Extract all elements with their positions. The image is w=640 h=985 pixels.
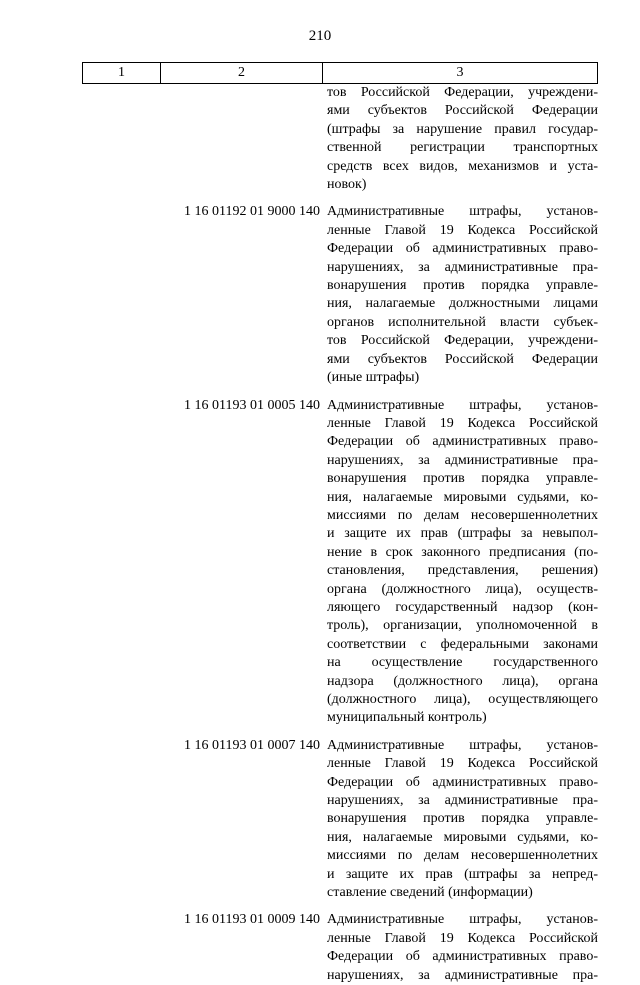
description-line: ния, налагаемые мировыми судьями, ко-: [327, 489, 598, 505]
description-line: нарушениях, за административные пра-: [327, 452, 598, 468]
description-line: нение в срок законного предписания (по-: [327, 544, 598, 560]
description-line: органов исполнительной власти субъек-: [327, 314, 598, 330]
revenue-description: [326, 397, 598, 728]
description-line: ственной регистрации транспортных: [327, 140, 598, 156]
description-line: (должностного лица), осуществляющего: [327, 692, 598, 707]
description-line: и защите их прав (штрафы за невыпол-: [327, 526, 598, 542]
description-line: ленные Главой 19 Кодекса Российской: [327, 930, 598, 946]
description-line: вонарушения против порядка управле-: [327, 811, 598, 827]
description-line: Федерации об административных право-: [327, 434, 598, 450]
description-line: Федерации об административных право-: [327, 774, 598, 790]
table-row: [82, 397, 598, 728]
table-row: [82, 911, 598, 985]
table-row: [82, 203, 598, 387]
description-line: Административные штрафы, установ-: [327, 397, 598, 413]
budget-classification-code: 1 16 01193 01 0009 140: [184, 912, 320, 928]
description-line: ями субъектов Российской Федерации: [327, 103, 598, 119]
description-line: тов Российской Федерации, учреждени-: [327, 333, 598, 349]
description-line: ния, налагаемые мировыми судьями, ко-: [327, 829, 598, 845]
description-line: ленные Главой 19 Кодекса Российской: [327, 415, 598, 431]
column-header-3: 3: [456, 65, 464, 80]
budget-classification-code: [82, 84, 326, 194]
description-line: и защите их прав (штрафы за непред-: [327, 866, 598, 882]
description-line: Федерации об административных право-: [327, 949, 598, 965]
table-row: [82, 84, 598, 194]
table-header-row: [82, 62, 598, 84]
description-line: (штрафы за нарушение правил государ-: [327, 121, 598, 137]
description-line: ями субъектов Российской Федерации: [327, 351, 598, 367]
revenue-description: [326, 84, 598, 194]
revenue-description: [326, 203, 598, 387]
description-line: на осуществление государственного: [327, 655, 598, 671]
page-number: 210: [308, 28, 332, 44]
description-line: нарушениях, за административные пра-: [327, 793, 598, 809]
description-line: вонарушения против порядка управле-: [327, 471, 598, 487]
description-line: ставление сведений (информации): [327, 885, 533, 901]
description-line: Федерации об административных право-: [327, 241, 598, 257]
description-line: новок): [327, 177, 367, 193]
revenue-description: [326, 737, 598, 903]
description-line: нарушениях, за административные пра-: [327, 967, 598, 983]
table-row: [82, 737, 598, 903]
description-line: (иные штрафы): [327, 370, 420, 386]
description-line: средств всех видов, механизмов и уста-: [327, 158, 598, 174]
description-line: миссиями по делам несовершеннолетних: [327, 848, 598, 864]
description-line: троль), организации, уполномоченной в: [327, 618, 598, 634]
description-line: ленные Главой 19 Кодекса Российской: [327, 756, 598, 772]
description-line: нарушениях, за административные пра-: [327, 259, 598, 275]
description-line: Административные штрафы, установ-: [327, 912, 598, 928]
description-line: соответствии с федеральными законами: [327, 636, 598, 652]
description-line: ния, налагаемые должностными лицами: [327, 296, 598, 312]
table-body: [82, 84, 598, 985]
description-line: ляющего государственный надзор (кон-: [327, 599, 598, 615]
description-line: надзора (должностного лица), органа: [327, 673, 598, 689]
description-line: Административные штрафы, установ-: [327, 737, 598, 753]
description-line: становления, представления, решения): [327, 563, 598, 579]
description-line: ленные Главой 19 Кодекса Российской: [327, 222, 598, 238]
budget-classification-code: 1 16 01192 01 9000 140: [184, 204, 320, 220]
column-header-1: 1: [83, 63, 161, 83]
description-line: муниципальный контроль): [327, 710, 487, 726]
description-line: миссиями по делам несовершеннолетних: [327, 507, 598, 523]
description-line: органа (должностного лица), осуществ-: [327, 581, 598, 597]
revenue-description: [326, 911, 598, 985]
description-line: тов Российской Федерации, учреждени-: [327, 85, 598, 100]
budget-classification-code: 1 16 01193 01 0005 140: [184, 397, 320, 413]
description-line: вонарушения против порядка управле-: [327, 278, 598, 294]
budget-classification-code: 1 16 01193 01 0007 140: [184, 737, 320, 753]
column-header-2: 2: [161, 63, 323, 83]
description-line: Административные штрафы, установ-: [327, 204, 598, 220]
